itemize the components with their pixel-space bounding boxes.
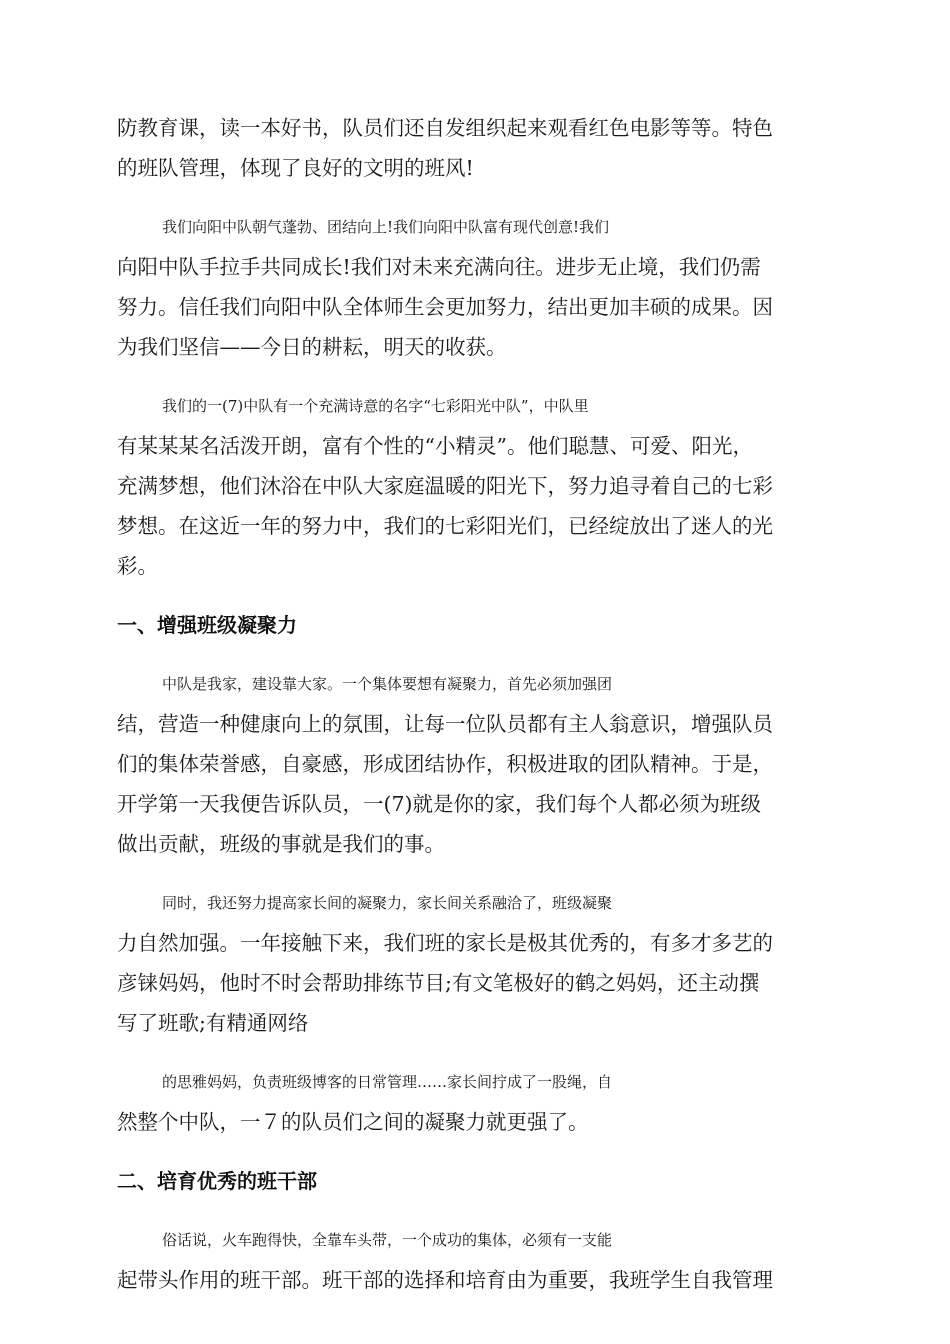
paragraph-line: 的班队管理，体现了良好的文明的班风! xyxy=(117,156,474,180)
paragraph-line: 我们的一(7)中队有一个充满诗意的名字“七彩阳光中队”，中队里 xyxy=(162,397,589,415)
paragraph-line: 中队是我家，建设靠大家。一个集体要想有凝聚力，首先必须加强团 xyxy=(162,675,613,693)
paragraph-line: 努力。信任我们向阳中队全体师生会更加努力，结出更加丰硕的成果。因 xyxy=(117,295,773,319)
paragraph-line: 开学第一天我便告诉队员，一(7)就是你的家，我们每个人都必须为班级 xyxy=(117,792,762,816)
document-body xyxy=(117,108,833,1319)
paragraph-line: 然整个中队，一７的队员们之间的凝聚力就更强了。 xyxy=(117,1110,589,1134)
paragraph-line: 写了班歌;有精通网络 xyxy=(117,1011,309,1035)
paragraph-line: 梦想。在这近一年的努力中，我们的七彩阳光们，已经绽放出了迷人的光 xyxy=(117,514,773,538)
paragraph-line: 有某某某名活泼开朗，富有个性的“小精灵”。他们聪慧、可爱、阳光， xyxy=(117,434,753,458)
paragraph-line: 充满梦想，他们沐浴在中队大家庭温暖的阳光下，努力追寻着自己的七彩 xyxy=(117,474,773,498)
paragraph-line: 防教育课，读一本好书，队员们还自发组织起来观看红色电影等等。特色 xyxy=(117,116,773,140)
paragraph xyxy=(117,207,833,367)
paragraph-line: 同时，我还努力提高家长间的凝聚力，家长间关系融洽了，班级凝聚 xyxy=(162,894,613,912)
paragraph-line: 我们向阳中队朝气蓬勃、团结向上!我们向阳中队富有现代创意!我们 xyxy=(162,218,610,236)
paragraph-line: 为我们坚信——今日的耕耘，明天的收获。 xyxy=(117,335,507,359)
paragraph xyxy=(117,1062,833,1142)
paragraph-line: 起带头作用的班干部。班干部的选择和培育由为重要，我班学生自我管理 xyxy=(117,1268,773,1292)
paragraph-line: 彦铼妈妈，他时不时会帮助排练节目;有文笔极好的鹤之妈妈，还主动撰 xyxy=(117,971,760,995)
paragraph-line: 力自然加强。一年接触下来，我们班的家长是极其优秀的，有多才多艺的 xyxy=(117,931,773,955)
paragraph-line: 做出贡献，班级的事就是我们的事。 xyxy=(117,832,445,856)
paragraph-line: 俗话说，火车跑得快，全靠车头带，一个成功的集体，必须有一支能 xyxy=(162,1231,613,1249)
paragraph-line: 结，营造一种健康向上的氛围，让每一位队员都有主人翁意识，增强队员 xyxy=(117,712,773,736)
paragraph-line: 的思雅妈妈，负责班级博客的日常管理……家长间拧成了一股绳，自 xyxy=(162,1073,613,1091)
paragraph xyxy=(117,1220,833,1300)
section-heading: 二、培育优秀的班干部 xyxy=(117,1169,317,1193)
paragraph xyxy=(117,386,833,586)
paragraph-line: 们的集体荣誉感，自豪感，形成团结协作，积极进取的团队精神。于是， xyxy=(117,752,773,776)
paragraph xyxy=(117,664,833,864)
paragraph-line: 彩。 xyxy=(117,554,158,578)
section-heading: 一、增强班级凝聚力 xyxy=(117,613,297,637)
paragraph xyxy=(117,108,833,188)
paragraph-line: 向阳中队手拉手共同成长!我们对未来充满向往。进步无止境，我们仍需 xyxy=(117,255,761,279)
paragraph xyxy=(117,883,833,1043)
